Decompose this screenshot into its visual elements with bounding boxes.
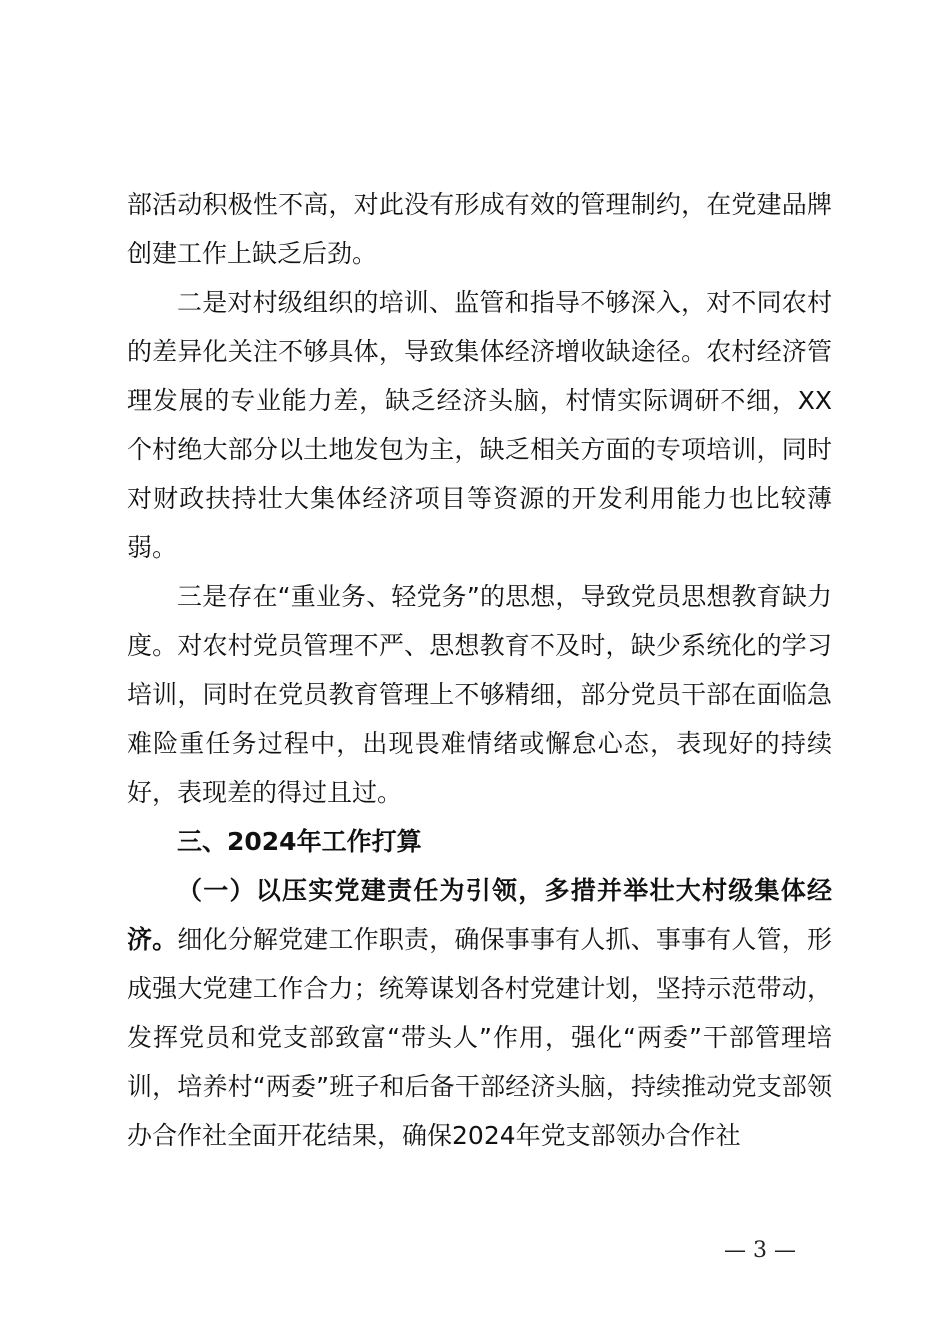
subsection-body: 细化分解党建工作职责，确保事事有人抓、事事有人管，形成强大党建工作合力；统筹谋划各村党建计划，坚持示范带动，发挥党员和党支部致富“带头人”作用，强化“两委”干部管理培训，培养村“两委”班子和后备干部经济头脑，持续推动党支部领办合作社全面开花结果，确保2024年党支部领办合作社: [127, 925, 832, 1150]
subsection-paragraph: [127, 866, 832, 1160]
paragraph-point-two: 二是对村级组织的培训、监管和指导不够深入，对不同农村的差异化关注不够具体，导致集体经济增收缺途径。农村经济管理发展的专业能力差，缺乏经济头脑，村情实际调研不细，XX个村绝大部分以土地发包为主，缺乏相关方面的专项培训，同时对财政扶持壮大集体经济项目等资源的开发利用能力也比较薄弱。: [127, 288, 832, 562]
page-number: — 3 —: [724, 1238, 796, 1263]
paragraph-point-three: 三是存在“重业务、轻党务”的思想，导致党员思想教育缺力度。对农村党员管理不严、思想教育不及时，缺少系统化的学习培训，同时在党员教育管理上不够精细，部分党员干部在面临急难险重任务过程中，出现畏难情绪或懈怠心态，表现好的持续好，表现差的得过且过。: [127, 582, 832, 807]
paragraph-continuation: 部活动积极性不高，对此没有形成有效的管理制约，在党建品牌创建工作上缺乏后劲。: [127, 190, 832, 268]
body-text: [127, 180, 832, 1160]
subsection-lead: （一）以压实党建责任为引领，多措并举壮大村级集体经济。: [127, 876, 832, 954]
section-heading: 三、2024年工作打算: [177, 827, 422, 856]
